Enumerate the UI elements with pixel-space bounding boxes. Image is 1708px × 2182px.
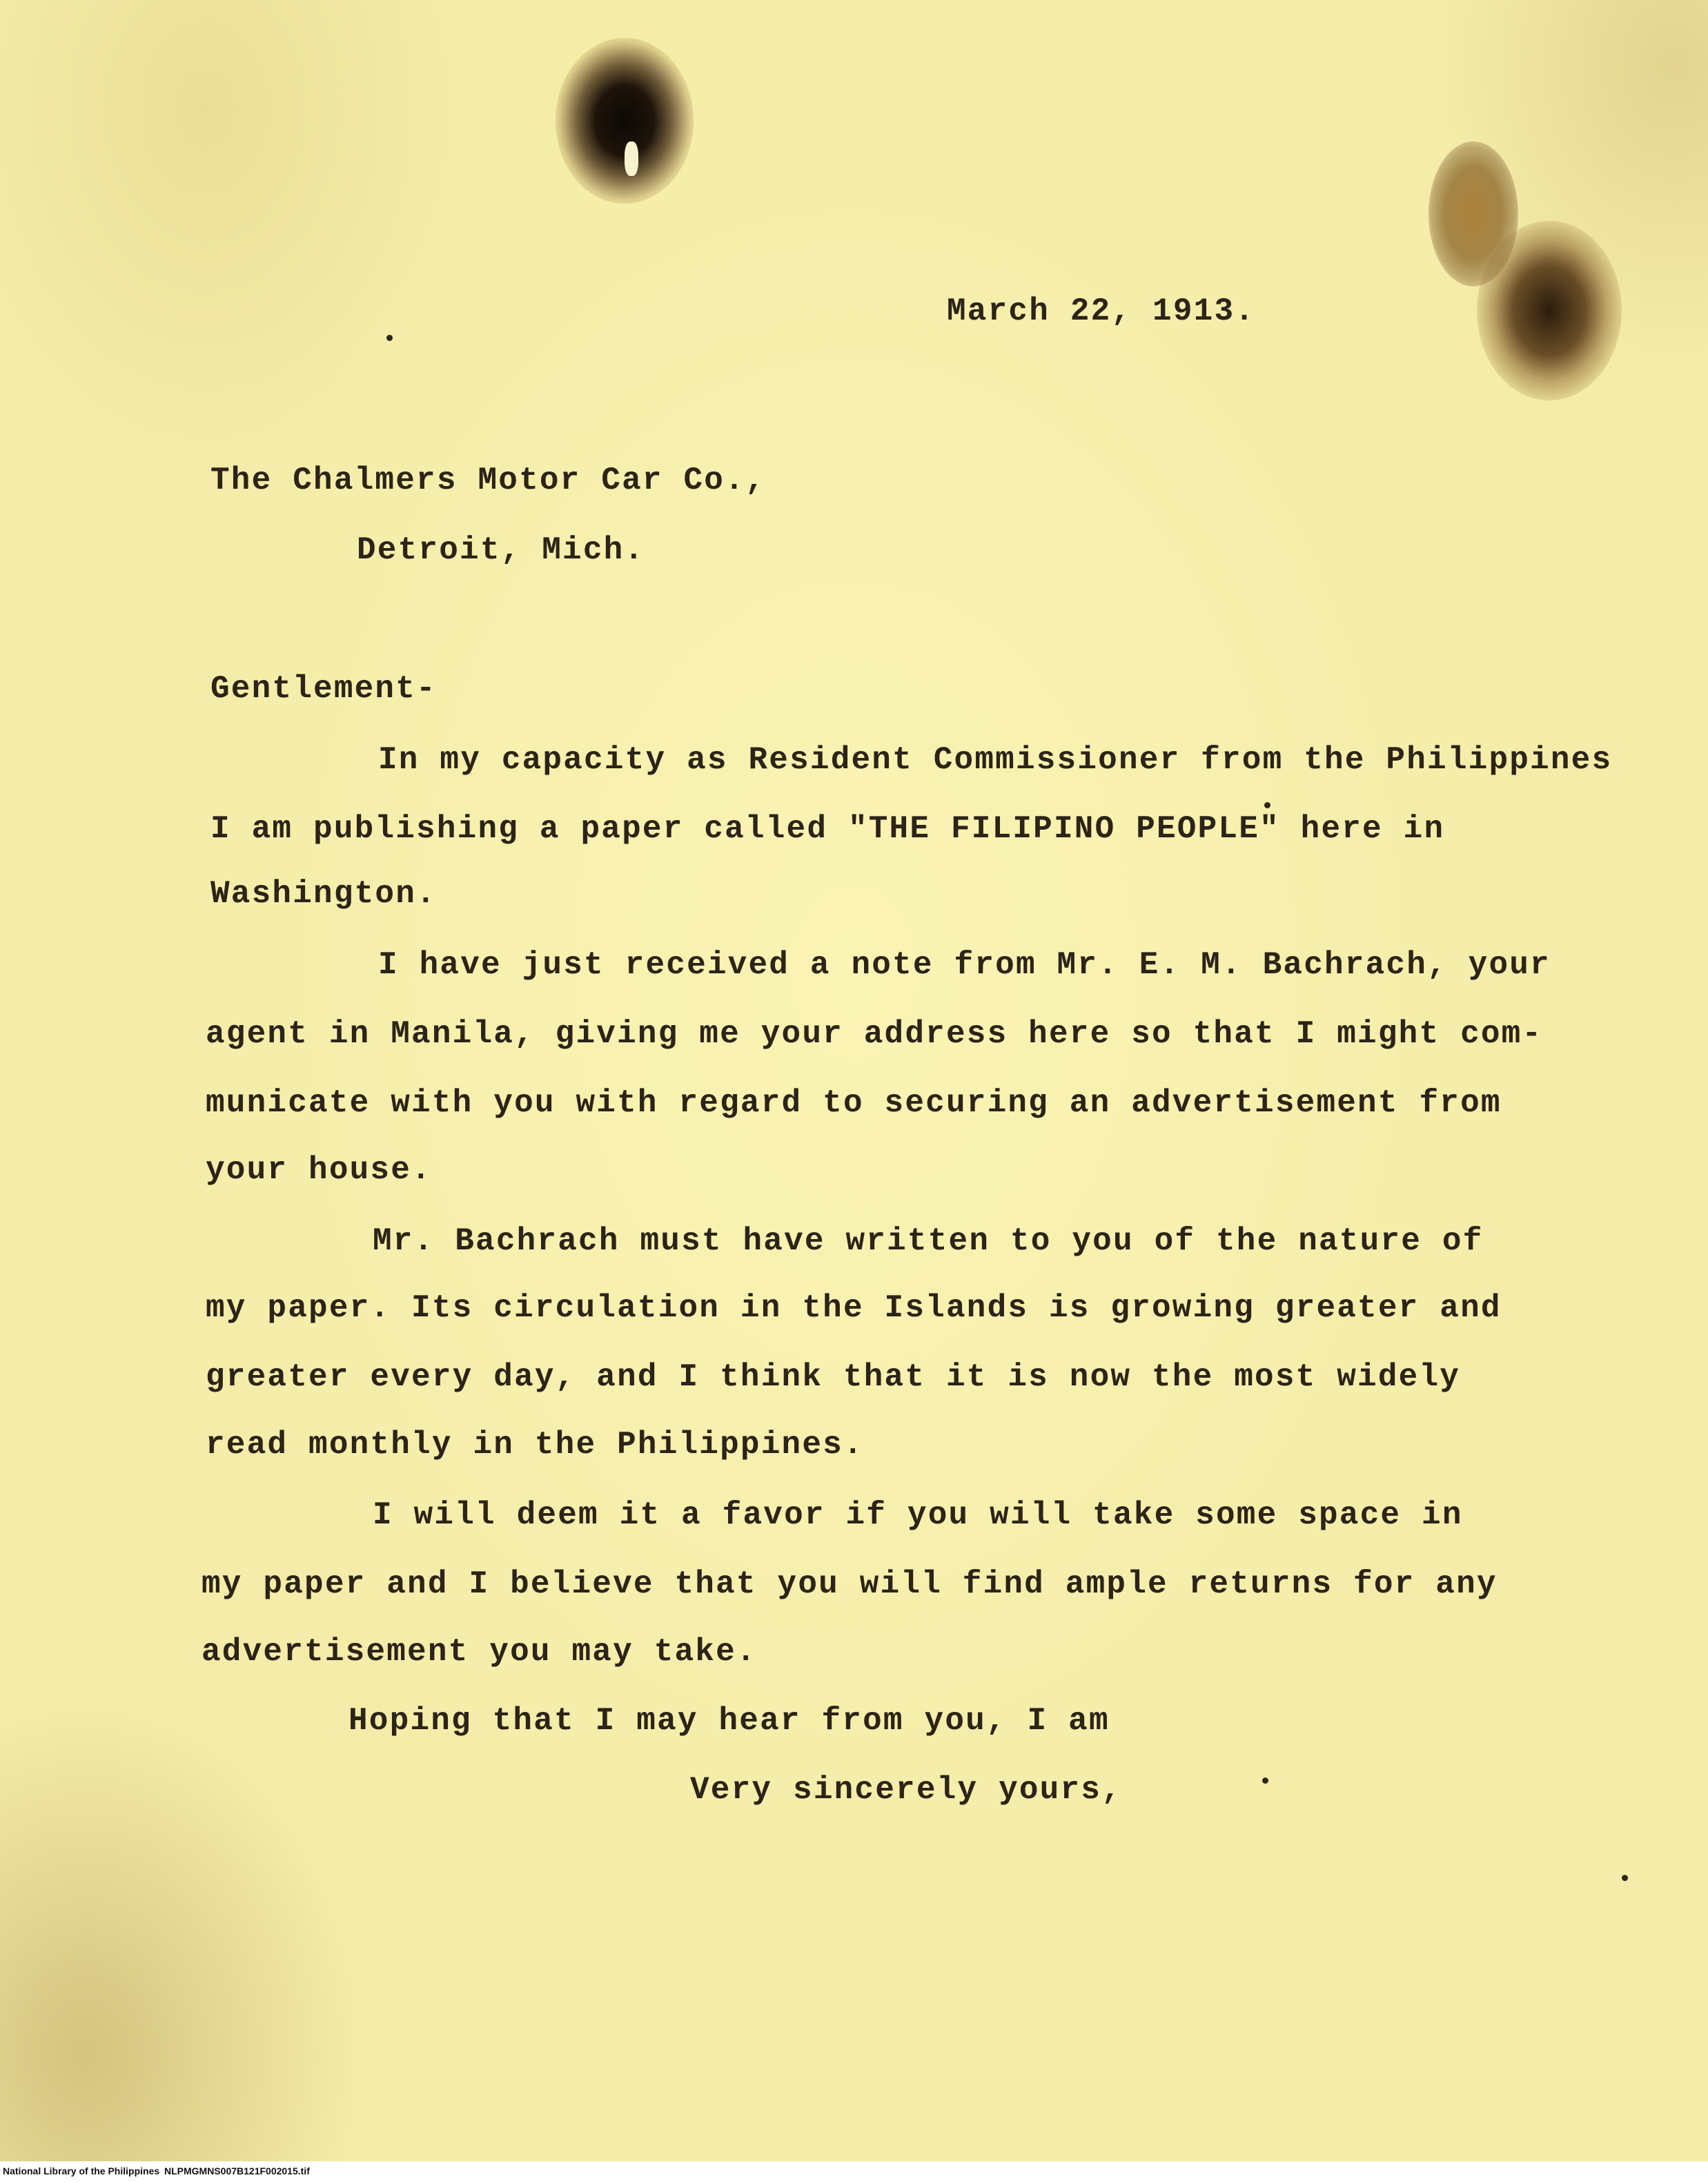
paragraph-line: I have just received a note from Mr. E. M. Bachrach, your xyxy=(378,947,1551,983)
paragraph-line: your house. xyxy=(206,1152,432,1188)
ink-speck xyxy=(386,335,393,341)
paragraph-line: read monthly in the Philippines. xyxy=(206,1427,864,1463)
footer-filename: NLPMGMNS007B121F002015.tif xyxy=(164,2165,310,2176)
paragraph-line: I will deem it a favor if you will take some space in xyxy=(373,1497,1463,1533)
letter-date: March 22, 1913. xyxy=(947,293,1256,329)
paragraph-line: Washington. xyxy=(210,876,437,912)
recipient-name: The Chalmers Motor Car Co., xyxy=(210,462,766,498)
ink-speck xyxy=(1264,802,1270,808)
footer-bar xyxy=(0,2161,1708,2182)
burn-mark-top xyxy=(556,38,694,204)
paragraph-line: my paper. Its circulation in the Islands is growing greater and xyxy=(206,1290,1502,1326)
paragraph-line: I am publishing a paper called "THE FILIPINO PEOPLE" here in xyxy=(210,811,1445,847)
burn-mark-right xyxy=(1477,221,1622,400)
salutation: Gentlement- xyxy=(210,671,437,707)
burn-hole xyxy=(625,142,638,176)
paragraph-line: my paper and I believe that you will find ample returns for any xyxy=(202,1566,1498,1602)
paragraph-line: agent in Manila, giving me your address here so that I might com- xyxy=(206,1016,1543,1052)
ink-speck xyxy=(1622,1875,1628,1881)
paragraph-line: greater every day, and I think that it is now the most widely xyxy=(206,1359,1461,1395)
closing-line: Hoping that I may hear from you, I am xyxy=(349,1703,1110,1739)
footer-institution: National Library of the Philippines xyxy=(3,2165,160,2176)
paragraph-line: In my capacity as Resident Commissioner from the Philippines xyxy=(378,742,1613,778)
recipient-address: Detroit, Mich. xyxy=(357,532,645,568)
paragraph-line: municate with you with regard to securing an advertisement from xyxy=(206,1085,1502,1121)
signoff: Very sincerely yours, xyxy=(690,1772,1122,1808)
paragraph-line: advertisement you may take. xyxy=(202,1634,757,1670)
paragraph-line: Mr. Bachrach must have written to you of the nature of xyxy=(373,1223,1484,1259)
ink-speck xyxy=(1262,1777,1268,1784)
